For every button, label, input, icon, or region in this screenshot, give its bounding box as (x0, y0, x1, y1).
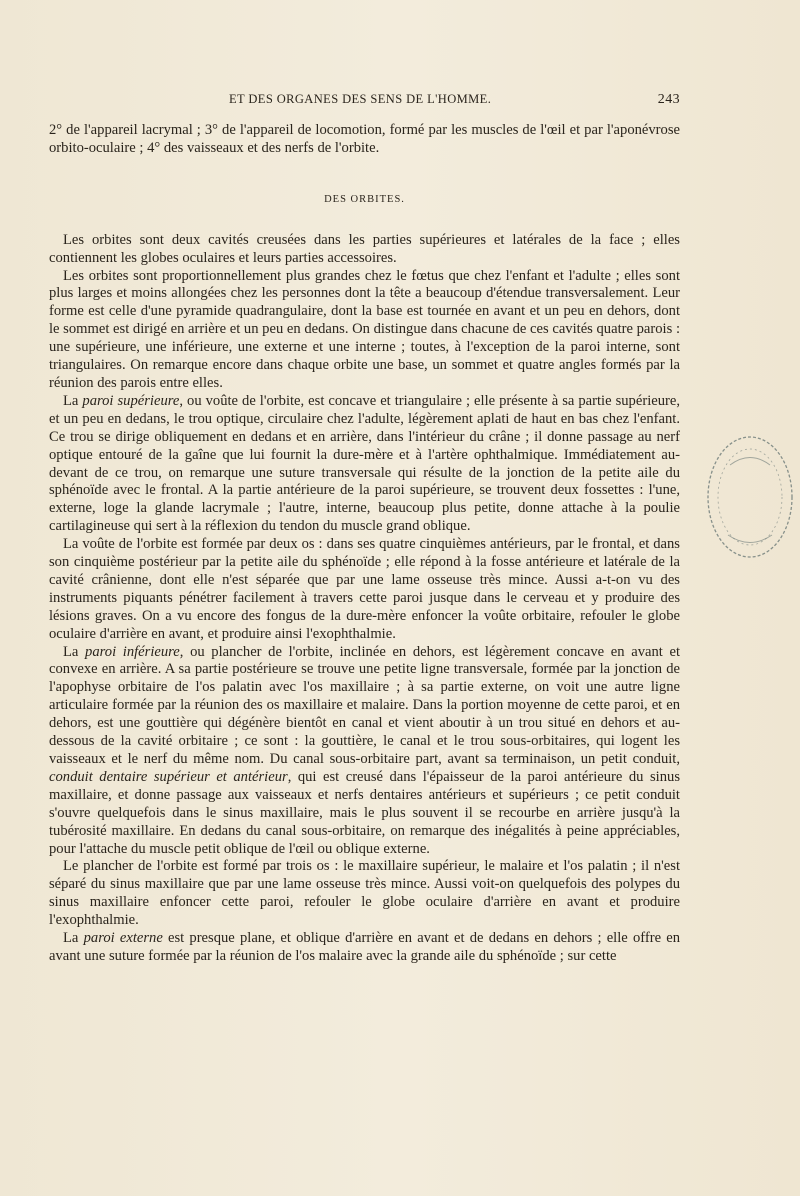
paragraph-5 (49, 644, 680, 859)
section-title: DES ORBITES. (324, 193, 405, 205)
p5-lead: La (63, 643, 86, 660)
p5-text-end: , qui est creusé dans l'épaisseur de la paroi antérieure du sinus maxillaire, et donne passage aux vaisseaux et nerfs dentaires antérieurs et supérieurs ; ce petit conduit s'ouvre quelquefois dans le sinus maxillaire, mais le plus souvent il se recourbe en arrière jusqu'à la tubérosité maxillaire. En dedans du canal sous-orbitaire, on remarque des inégalités à peine appréciables, pour l'attache du muscle petit oblique de l'œil ou oblique externe. (49, 768, 680, 857)
paragraph-6: Le plancher de l'orbite est formé par trois os : le maxillaire supérieur, le malaire et l'os palatin ; il n'est séparé du sinus maxillaire que par une lame osseuse très mince. Aussi voit-on quelquefois des polypes du sinus maxillaire enfoncer cette paroi, refouler le globe oculaire d'arrière en avant et produire l'exophthalmie. (49, 858, 680, 929)
paragraph-2: Les orbites sont proportionnellement plus grandes chez le fœtus que chez l'enfant et l'adulte ; elles sont plus larges et moins allongées chez les personnes dont la tête a beaucoup d'étendue transversalement. Leur forme est celle d'une pyramide quadrangulaire, dont la base est tournée en avant et un peu en dehors, dont le sommet est dirigé en arrière et un peu en dedans. On distingue dans chacune de ces cavités quatre parois : une supérieure, une inférieure, une externe et une interne ; toutes, à l'exception de la paroi interne, sont triangulaires. On remarque encore dans chaque orbite une base, un sommet et quatre angles formés par la réunion des parois entre elles. (49, 267, 680, 391)
library-stamp (700, 425, 796, 575)
p3-text: , ou voûte de l'orbite, est concave et triangulaire ; elle présente à sa partie supérieure, et un peu en dedans, le trou optique, circulaire chez l'adulte, légèrement aplati de haut en bas chez l'enfant. Ce trou se dirige obliquement en dedans et en arrière, dans l'intérieur du crâne ; il donne passage au nerf optique entouré de la gaîne que lui fournit la dure-mère et à l'artère ophthalmique. Immédiatement au-devant de ce trou, on remarque une suture transversale qui résulte de la jonction de la petite aile du sphénoïde avec le frontal. A la partie antérieure de la paroi supérieure, se trouvent deux fossettes : l'une, externe, loge la glande lacrymale ; l'autre, interne, beaucoup plus petite, donne attache à la poulie cartilagineuse qui sert à la réflexion du tendon du muscle grand oblique. (49, 392, 681, 535)
page-body (49, 122, 680, 966)
intro-paragraph: 2° de l'appareil lacrymal ; 3° de l'appareil de locomotion, formé par les muscles de l'œil et par l'aponévrose orbito-oculaire ; 4° des vaisseaux et des nerfs de l'orbite. (49, 122, 680, 156)
term-paroi-inferieure: paroi inférieure (85, 643, 180, 660)
term-conduit-dentaire: conduit dentaire supérieur et antérieur (49, 768, 288, 785)
paragraph-1: Les orbites sont deux cavités creusées dans les parties supérieures et latérales de la face ; elles contiennent les globes oculaires et leurs parties accessoires. (49, 231, 680, 266)
p7-lead: La (63, 930, 84, 947)
page-number: 243 (657, 92, 680, 107)
paragraph-4: La voûte de l'orbite est formée par deux os : dans ses quatre cinquièmes antérieurs, par le frontal, et dans son cinquième postérieur par la petite aile du sphénoïde ; elle répond à la fosse antérieure et latérale de la cavité crânienne, dont elle n'est séparée que par une lame osseuse très mince. Aussi a-t-on vu des instruments piquants pénétrer facilement à travers cette paroi jusque dans le cerveau et y produire des lésions graves. On a vu encore des fongus de la dure-mère enfoncer la voûte orbitaire, refouler le globe oculaire d'arrière en avant, et produire ainsi l'exophthalmie. (49, 536, 680, 642)
page-header (49, 92, 680, 110)
p7-text: est presque plane, et oblique d'arrière en avant et de dedans en dehors ; elle offre en avant une suture formée par la réunion de l'os malaire avec la grande aile du sphénoïde ; sur cette (49, 930, 681, 964)
paragraph-7 (49, 930, 680, 966)
paragraph-3 (49, 393, 680, 536)
p5-text: , ou plancher de l'orbite, inclinée en dehors, est légèrement concave en avant et convexe en arrière. A sa partie postérieure se trouve une petite ligne transversale, formée par la jonction de l'apophyse orbitaire de l'os palatin avec l'os maxillaire ; à sa partie externe, on voit une autre ligne articulaire formée par la réunion des os maxillaire et malaire. Dans la portion moyenne de cette paroi, et en dehors, est une gouttière qui dégénère bientôt en canal et vient aboutir à un trou situé en dehors et au-dessous de la cavité orbitaire ; ce sont : la gouttière, le canal et le trou sous-orbitaires, qui logent les vaisseaux et le nerf du même nom. Du canal sous-orbitaire part, avant sa terminaison, un petit conduit, (49, 643, 680, 767)
term-paroi-externe: paroi externe (83, 930, 163, 947)
running-title: ET DES ORGANES DES SENS DE L'HOMME. (229, 92, 492, 106)
p3-lead: La (63, 392, 83, 409)
term-paroi-superieure: paroi supérieure (82, 392, 180, 409)
